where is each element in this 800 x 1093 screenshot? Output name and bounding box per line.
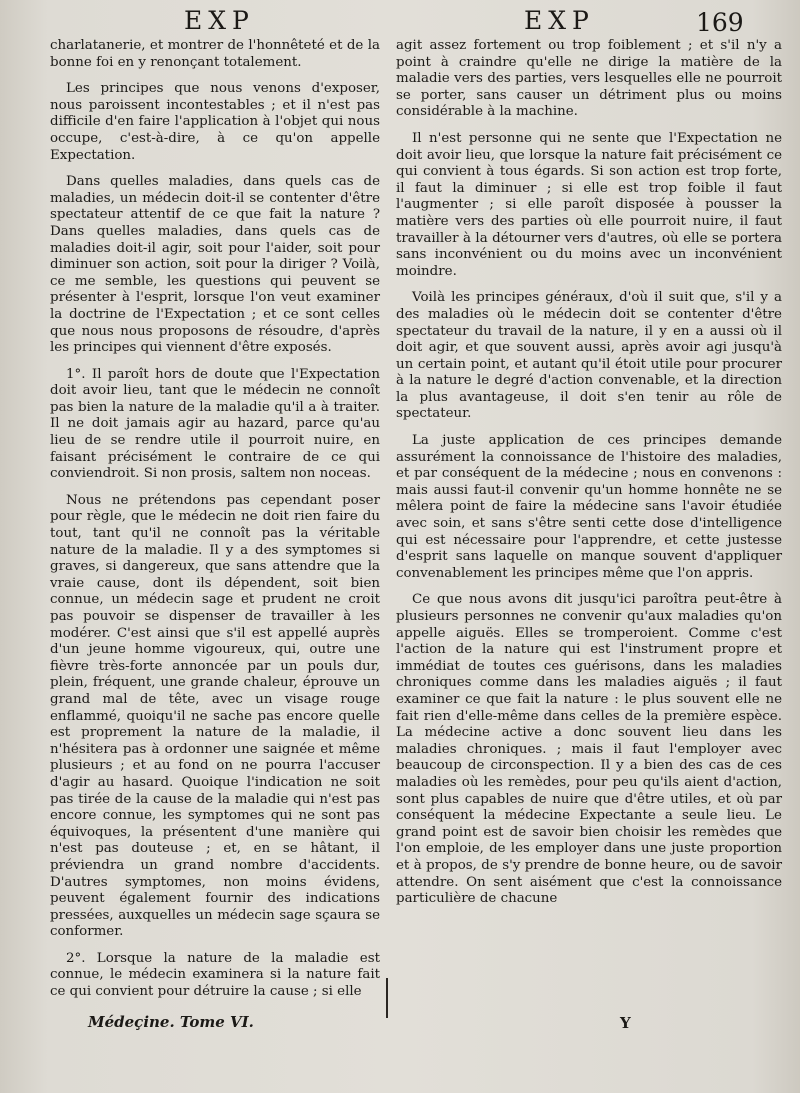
left-column xyxy=(50,38,380,1011)
paragraph: Dans quelles maladies, dans quels cas de maladies, un médecin doit-il se contenter d'être spectateur attentif de ce que fait la nature ? Dans quelles maladies, dans quels cas de maladies doit-il agir, soit pour l'aider, soit pour diminuer son action, soit pour la diriger ? Voilà, ce me semble, les questions qui peuvent se présenter à l'esprit, lorsque l'on veut examiner la doctrine de l'Expectation ; et ce sont celles que nous nous proposons de résoudre, d'après les principes qui viennent d'être exposés. xyxy=(50,174,380,356)
page-number: 169 xyxy=(696,8,744,37)
paragraph: La juste application de ces principes demande assurément la connoissance de l'histoire des maladies, et par conséquent de la médecine ; nous en convenons : mais aussi faut-il convenir qu'un homme honnête ne se mêlera point de faire la médecine sans l'avoir étudiée avec soin, et sans s'être senti cette dose d'intelligence qui est nécessaire pour l'apprendre, et cette justesse d'esprit sans laquelle on manque souvent d'appliquer convenablement les principes même que l'on appris. xyxy=(396,433,782,581)
volume-footer: Médeçine. Tome VI. xyxy=(88,1013,254,1031)
running-title-left: EXP xyxy=(184,6,255,35)
paragraph: Les principes que nous venons d'exposer, nous paroissent incontestables ; et il n'est pas difficile d'en faire l'application à l'objet qui nous occupe, c'est-à-dire, à ce qu'on appelle Expectation. xyxy=(50,81,380,163)
paragraph: agit assez fortement ou trop foiblement ; et s'il n'y a point à craindre qu'elle ne dirige la matière de la maladie vers des parties, vers lesquelles elle ne pourroit se porter, sans causer un détriment plus ou moins considérable à la machine. xyxy=(396,38,782,120)
paragraph: Il n'est personne qui ne sente que l'Expectation ne doit avoir lieu, que lorsque la nature fait précisément ce qui convient à tous égards. Si son action est trop forte, il faut la diminuer ; si elle est trop foible il faut l'augmenter ; si elle paroît disposée à pousser la matière vers des parties où elle pourroit nuire, il faut travailler à la détourner vers d'autres, où elle se portera sans inconvénient ou du moins avec un inconvénient moindre. xyxy=(396,130,782,279)
paragraph: charlatanerie, et montrer de l'honnêteté et de la bonne foi en y renonçant totalement. xyxy=(50,38,380,70)
column-divider xyxy=(386,978,388,1018)
paragraph: Ce que nous avons dit jusqu'ici paroîtra peut-être à plusieurs personnes ne convenir qu'aux maladies qu'on appelle aiguës. Elles se tromperoient. Comme c'est l'action de la nature qui est l'instrument propre et immédiat de toutes ces guérisons, dans les maladies chroniques comme dans les maladies aiguës ; il faut examiner ce que fait la nature : le plus souvent elle ne fait rien d'elle-même dans celles de la première espèce. La médecine active a donc souvent lieu dans les maladies chroniques. ; mais il faut l'employer avec beaucoup de circonspection. Il y a bien des cas de ces maladies où les remèdes, pour peu qu'ils aient d'action, sont plus capables de nuire que d'être utiles, et où par conséquent la médecine Expectante a seule lieu. Le grand point est de savoir bien choisir les remèdes que l'on emploie, de les employer dans une juste proportion et à propos, de s'y prendre de bonne heure, ou de savoir attendre. On sent aisément que c'est la connoissance particulière de chacune xyxy=(396,592,782,907)
running-head xyxy=(0,6,800,40)
paragraph: 1°. Il paroît hors de doute que l'Expectation doit avoir lieu, tant que le médecin ne connoît pas bien la nature de la maladie qu'il a à traiter. Il ne doit jamais agir au hazard, parce qu'au lieu de se rendre utile il pourroit nuire, en faisant précisément le contraire de ce qui conviendroit. Si non prosis, saltem non noceas. xyxy=(50,366,380,482)
running-title-right: EXP xyxy=(524,6,595,35)
paragraph: Nous ne prétendons pas cependant poser pour règle, que le médecin ne doit rien faire du tout, tant qu'il ne connoît pas la véritable nature de la maladie. Il y a des symptomes si graves, si dangereux, que sans attendre que la vraie cause, dont ils dépendent, soit bien connue, un médecin sage et prudent ne croit pas pouvoir se dispenser de travailler à les modérer. C'est ainsi que s'il est appellé auprès d'un jeune homme vigoureux, qui, outre une fièvre très-forte annoncée par un pouls dur, plein, fréquent, une grande chaleur, éprouve un grand mal de tête, avec un visage rouge enflammé, quoiqu'il ne sache pas encore quelle est proprement la nature de la maladie, il n'hésitera pas à ordonner une saignée et même plusieurs ; et au fond on ne pourra l'accuser d'agir au hasard. Quoique l'indication ne soit pas tirée de la cause de la maladie qui n'est pas encore connue, les symptomes qui ne sont pas équivoques, la présentent d'une manière qui n'est pas douteuse ; et, en se hâtant, il préviendra un grand nombre d'accidents. D'autres symptomes, non moins évidens, peuvent également fournir des indications pressées, auxquelles un médecin sage sçaura se conformer. xyxy=(50,492,380,940)
paragraph: 2°. Lorsque la nature de la maladie est connue, le médecin examinera si la nature fait ce qui convient pour détruire la cause ; si elle xyxy=(50,950,380,1000)
signature-mark: Y xyxy=(620,1014,631,1032)
right-column xyxy=(396,38,782,918)
paragraph: Voilà les principes généraux, d'où il suit que, s'il y a des maladies où le médecin doit se contenter d'être spectateur du travail de la nature, il y en a aussi où il doit agir, et que souvent aussi, après avoir agi jusqu'à un certain point, et autant qu'il étoit utile pour procurer à la nature le degré d'action convenable, et la direction la plus avantageuse, il doit s'en tenir au rôle de spectateur. xyxy=(396,290,782,422)
